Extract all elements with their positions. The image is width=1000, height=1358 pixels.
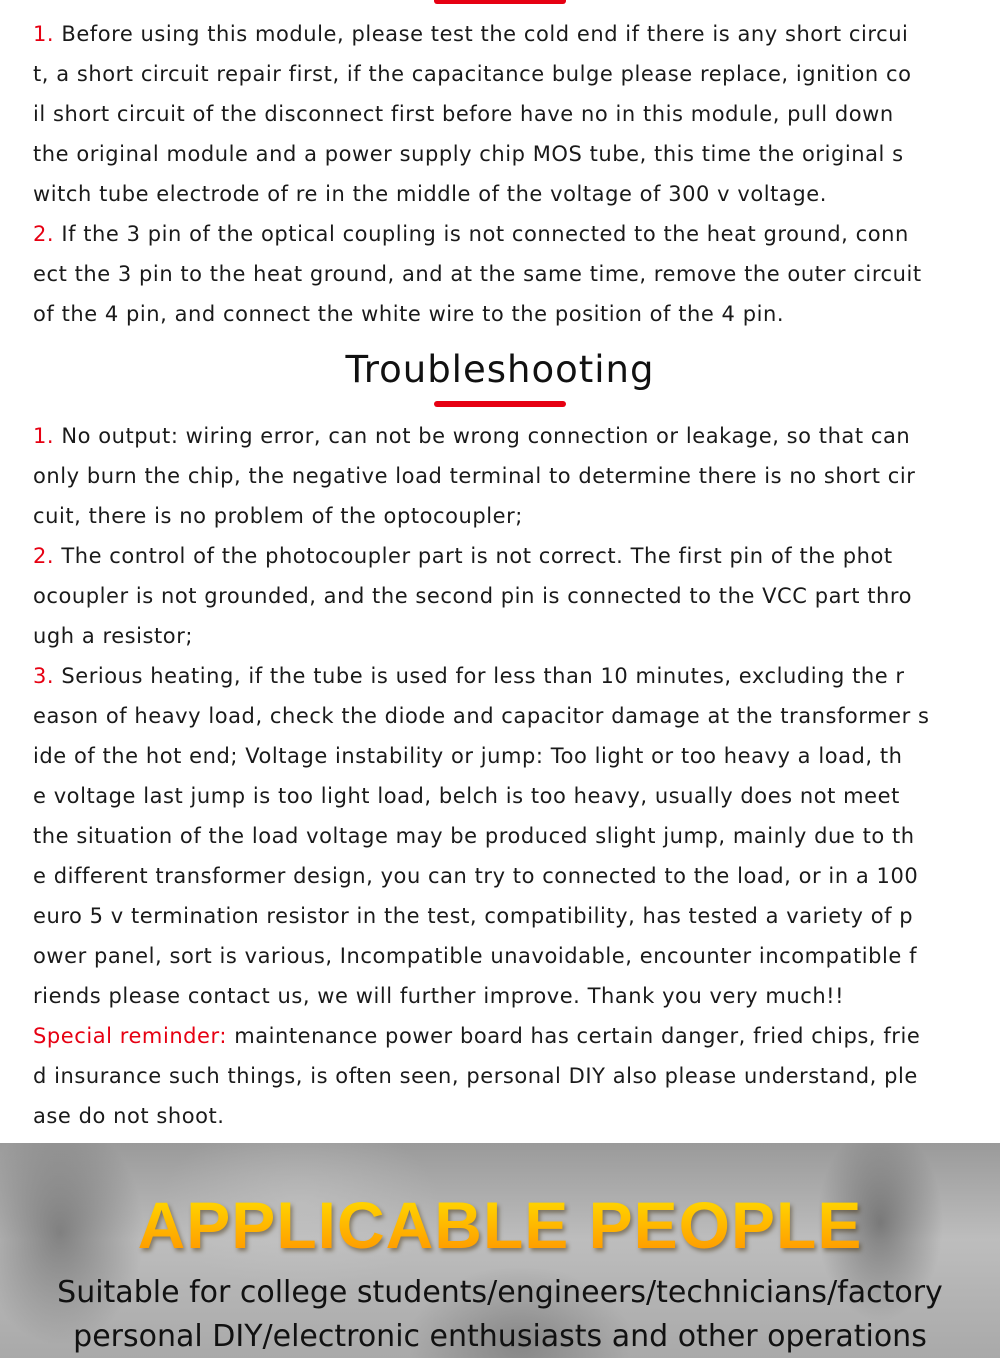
line-text: e different transformer design, you can try to connected to the load, or in a 100 <box>33 864 919 888</box>
text-line <box>33 776 983 816</box>
applicable-people-banner <box>0 1143 1000 1358</box>
text-line <box>33 134 983 174</box>
line-text: t, a short circuit repair first, if the capacitance bulge please replace, ignition co <box>33 62 912 86</box>
text-line <box>33 736 983 776</box>
line-text: ower panel, sort is various, Incompatible unavoidable, encounter incompatible f <box>33 944 918 968</box>
usage-notes <box>33 14 983 334</box>
text-line <box>33 14 983 54</box>
line-text: maintenance power board has certain danger, fried chips, frie <box>226 1024 921 1048</box>
line-text: the original module and a power supply chip MOS tube, this time the original s <box>33 142 904 166</box>
item-marker: 1. <box>33 22 55 46</box>
text-line <box>33 656 983 696</box>
item-marker: 1. <box>33 424 55 448</box>
line-text: d insurance such things, is often seen, personal DIY also please understand, ple <box>33 1064 918 1088</box>
line-text: If the 3 pin of the optical coupling is not connected to the heat ground, conn <box>54 222 909 246</box>
line-text: e voltage last jump is too light load, belch is too heavy, usually does not meet <box>33 784 900 808</box>
item-marker: 2. <box>33 222 55 246</box>
heading-red-underline <box>434 401 566 407</box>
text-line <box>33 816 983 856</box>
text-line <box>33 416 983 456</box>
text-line <box>33 696 983 736</box>
line-text: The control of the photocoupler part is not correct. The first pin of the phot <box>54 544 893 568</box>
banner-title: APPLICABLE PEOPLE <box>0 1185 1000 1265</box>
item-marker: 2. <box>33 544 55 568</box>
line-text: No output: wiring error, can not be wrong connection or leakage, so that can <box>54 424 911 448</box>
text-line <box>33 54 983 94</box>
text-line <box>33 496 983 536</box>
line-text: only burn the chip, the negative load terminal to determine there is no short cir <box>33 464 916 488</box>
text-line <box>33 214 983 254</box>
item-marker: Special reminder: <box>33 1024 227 1048</box>
line-text: Before using this module, please test the cold end if there is any short circui <box>54 22 909 46</box>
line-text: ugh a resistor; <box>33 624 194 648</box>
text-line <box>33 976 983 1016</box>
line-text: ase do not shoot. <box>33 1104 225 1128</box>
line-text: witch tube electrode of re in the middle of the voltage of 300 v voltage. <box>33 182 827 206</box>
line-text: cuit, there is no problem of the optocoupler; <box>33 504 523 528</box>
text-line <box>33 1016 983 1056</box>
text-line <box>33 456 983 496</box>
banner-subtitle-line-2: personal DIY/electronic enthusiasts and other operations <box>73 1319 927 1354</box>
line-text: ide of the hot end; Voltage instability or jump: Too light or too heavy a load, th <box>33 744 903 768</box>
line-text: the situation of the load voltage may be produced slight jump, mainly due to th <box>33 824 915 848</box>
section-heading-troubleshooting: Troubleshooting <box>345 348 655 391</box>
text-line <box>33 856 983 896</box>
text-line <box>33 174 983 214</box>
item-marker: 3. <box>33 664 55 688</box>
line-text: ect the 3 pin to the heat ground, and at the same time, remove the outer circuit <box>33 262 922 286</box>
line-text: of the 4 pin, and connect the white wire to the position of the 4 pin. <box>33 302 785 326</box>
banner-subtitle-line-1: Suitable for college students/engineers/technicians/factory <box>57 1275 943 1310</box>
text-line <box>33 1096 983 1136</box>
top-red-divider <box>434 0 566 4</box>
troubleshooting-list <box>33 416 983 1136</box>
text-line <box>33 896 983 936</box>
line-text: eason of heavy load, check the diode and capacitor damage at the transformer s <box>33 704 930 728</box>
line-text: euro 5 v termination resistor in the test, compatibility, has tested a variety of p <box>33 904 914 928</box>
text-line <box>33 936 983 976</box>
text-line <box>33 536 983 576</box>
line-text: Serious heating, if the tube is used for less than 10 minutes, excluding the r <box>54 664 905 688</box>
line-text: il short circuit of the disconnect first before have no in this module, pull down <box>33 102 894 126</box>
text-line <box>33 616 983 656</box>
line-text: riends please contact us, we will further improve. Thank you very much!! <box>33 984 845 1008</box>
text-line <box>33 294 983 334</box>
text-line <box>33 254 983 294</box>
text-line <box>33 94 983 134</box>
line-text: ocoupler is not grounded, and the second pin is connected to the VCC part thro <box>33 584 912 608</box>
text-line <box>33 576 983 616</box>
text-line <box>33 1056 983 1096</box>
